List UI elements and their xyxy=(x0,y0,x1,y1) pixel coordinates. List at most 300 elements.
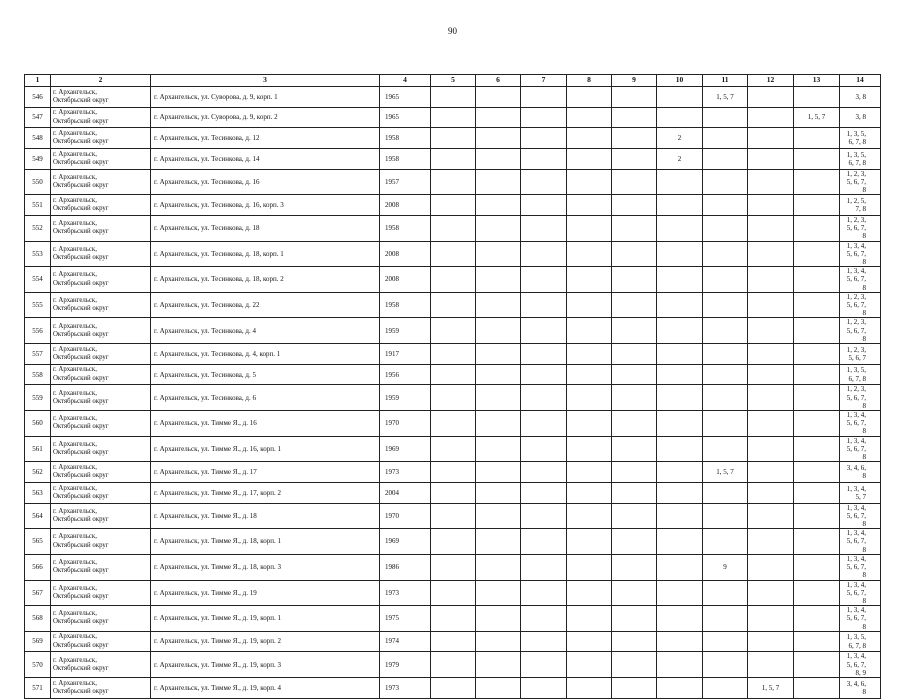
cell-n: 557 xyxy=(25,344,51,365)
cell-year: 1986 xyxy=(380,554,431,580)
table-row xyxy=(25,385,881,411)
cell-c5 xyxy=(431,216,476,242)
cell-year: 1957 xyxy=(380,169,431,195)
cell-c5 xyxy=(431,292,476,318)
cell-c9 xyxy=(612,652,657,678)
cell-c11 xyxy=(703,241,748,267)
table-row xyxy=(25,482,881,503)
location-city: г. Архангельск, xyxy=(53,484,97,492)
cell-c11 xyxy=(703,149,748,170)
cell-c8 xyxy=(567,241,612,267)
cell-c12 xyxy=(748,411,794,437)
column-header-8: 8 xyxy=(567,75,612,87)
cell-addr: г. Архангельск, ул. Тесинкова, д. 12 xyxy=(151,128,380,149)
cell-c10 xyxy=(657,344,703,365)
cell-year: 1973 xyxy=(380,462,431,483)
cell-c13 xyxy=(794,149,840,170)
cell-c9 xyxy=(612,364,657,385)
location-city: г. Архангельск, xyxy=(53,296,97,304)
cell-c14: 3, 8 xyxy=(840,107,881,128)
cell-c5 xyxy=(431,107,476,128)
cell-c9 xyxy=(612,149,657,170)
cell-year: 1970 xyxy=(380,411,431,437)
location-district: Октябрьский округ xyxy=(53,592,109,600)
cell-n: 552 xyxy=(25,216,51,242)
column-header-6: 6 xyxy=(476,75,521,87)
cell-c9 xyxy=(612,292,657,318)
cell-c6 xyxy=(476,503,521,529)
cell-c5 xyxy=(431,241,476,267)
cell-c9 xyxy=(612,195,657,216)
table-row xyxy=(25,195,881,216)
cell-c5 xyxy=(431,436,476,462)
cell-c6 xyxy=(476,606,521,632)
cell-c12 xyxy=(748,318,794,344)
cell-c6 xyxy=(476,580,521,606)
cell-c12 xyxy=(748,241,794,267)
cell-c10 xyxy=(657,87,703,108)
cell-c10 xyxy=(657,318,703,344)
cell-c10 xyxy=(657,436,703,462)
cell-location xyxy=(51,195,151,216)
cell-c10 xyxy=(657,241,703,267)
cell-c9 xyxy=(612,411,657,437)
cell-c13 xyxy=(794,292,840,318)
cell-c14: 3, 8 xyxy=(840,87,881,108)
cell-c10 xyxy=(657,529,703,555)
cell-c5 xyxy=(431,606,476,632)
cell-c7 xyxy=(521,436,567,462)
cell-c6 xyxy=(476,344,521,365)
cell-c5 xyxy=(431,529,476,555)
cell-c11 xyxy=(703,436,748,462)
cell-c5 xyxy=(431,195,476,216)
cell-c13 xyxy=(794,216,840,242)
cell-c11 xyxy=(703,344,748,365)
cell-c10 xyxy=(657,364,703,385)
cell-c11 xyxy=(703,606,748,632)
cell-c12 xyxy=(748,580,794,606)
cell-addr: г. Архангельск, ул. Тесинкова, д. 18, корп. 2 xyxy=(151,267,380,293)
cell-addr: г. Архангельск, ул. Тесинкова, д. 6 xyxy=(151,385,380,411)
cell-c8 xyxy=(567,267,612,293)
table-row xyxy=(25,554,881,580)
cell-c7 xyxy=(521,529,567,555)
cell-c7 xyxy=(521,107,567,128)
cell-n: 564 xyxy=(25,503,51,529)
cell-c13 xyxy=(794,318,840,344)
cell-c8 xyxy=(567,529,612,555)
cell-c6 xyxy=(476,364,521,385)
cell-year: 1974 xyxy=(380,631,431,652)
location-city: г. Архангельск, xyxy=(53,271,97,279)
cell-year: 1973 xyxy=(380,580,431,606)
cell-c7 xyxy=(521,87,567,108)
cell-year: 1958 xyxy=(380,216,431,242)
cell-c11 xyxy=(703,678,748,699)
cell-c11 xyxy=(703,411,748,437)
cell-c9 xyxy=(612,678,657,699)
cell-c9 xyxy=(612,554,657,580)
table-row xyxy=(25,107,881,128)
cell-location xyxy=(51,385,151,411)
cell-n: 554 xyxy=(25,267,51,293)
column-header-11: 11 xyxy=(703,75,748,87)
cell-location xyxy=(51,149,151,170)
cell-c11 xyxy=(703,631,748,652)
cell-c6 xyxy=(476,318,521,344)
location-city: г. Архангельск, xyxy=(53,633,97,641)
cell-c8 xyxy=(567,411,612,437)
cell-c7 xyxy=(521,503,567,529)
cell-c6 xyxy=(476,554,521,580)
table-row xyxy=(25,128,881,149)
cell-c9 xyxy=(612,482,657,503)
location-city: г. Архангельск, xyxy=(53,345,97,353)
cell-c6 xyxy=(476,149,521,170)
cell-c9 xyxy=(612,344,657,365)
cell-location xyxy=(51,216,151,242)
cell-c6 xyxy=(476,462,521,483)
cell-c12 xyxy=(748,554,794,580)
cell-location xyxy=(51,318,151,344)
cell-c8 xyxy=(567,149,612,170)
cell-c12 xyxy=(748,107,794,128)
cell-addr: г. Архангельск, ул. Тимме Я., д. 16, корп. 1 xyxy=(151,436,380,462)
cell-c8 xyxy=(567,503,612,529)
cell-year: 1969 xyxy=(380,436,431,462)
cell-location xyxy=(51,364,151,385)
cell-location xyxy=(51,652,151,678)
cell-c11 xyxy=(703,318,748,344)
cell-c7 xyxy=(521,482,567,503)
cell-addr: г. Архангельск, ул. Тимме Я., д. 19, корп. 1 xyxy=(151,606,380,632)
table-row xyxy=(25,216,881,242)
location-district: Октябрьский округ xyxy=(53,448,109,456)
cell-location xyxy=(51,436,151,462)
location-city: г. Архангельск, xyxy=(53,440,97,448)
table-row xyxy=(25,364,881,385)
cell-c7 xyxy=(521,652,567,678)
cell-addr: г. Архангельск, ул. Тимме Я., д. 18, корп. 1 xyxy=(151,529,380,555)
cell-n: 556 xyxy=(25,318,51,344)
cell-c14: 1, 2, 3, 5, 6, 7, 8 xyxy=(840,292,881,318)
cell-n: 560 xyxy=(25,411,51,437)
cell-c12 xyxy=(748,364,794,385)
cell-c10 xyxy=(657,606,703,632)
cell-c7 xyxy=(521,678,567,699)
cell-addr: г. Архангельск, ул. Суворова, д. 9, корп. 2 xyxy=(151,107,380,128)
location-city: г. Архангельск, xyxy=(53,130,97,138)
cell-c8 xyxy=(567,216,612,242)
location-city: г. Архангельск, xyxy=(53,507,97,515)
cell-c9 xyxy=(612,631,657,652)
column-header-7: 7 xyxy=(521,75,567,87)
cell-addr: г. Архангельск, ул. Тимме Я., д. 17 xyxy=(151,462,380,483)
cell-c12 xyxy=(748,87,794,108)
cell-c10: 2 xyxy=(657,149,703,170)
cell-addr: г. Архангельск, ул. Тесинкова, д. 16, корп. 3 xyxy=(151,195,380,216)
cell-c11: 1, 5, 7 xyxy=(703,462,748,483)
cell-c9 xyxy=(612,580,657,606)
cell-c7 xyxy=(521,344,567,365)
cell-c12 xyxy=(748,169,794,195)
cell-n: 550 xyxy=(25,169,51,195)
cell-c14: 1, 3, 4, 5, 6, 7, 8 xyxy=(840,529,881,555)
table-row xyxy=(25,267,881,293)
cell-c11: 1, 5, 7 xyxy=(703,87,748,108)
cell-c12 xyxy=(748,149,794,170)
cell-location xyxy=(51,554,151,580)
cell-c5 xyxy=(431,580,476,606)
location-district: Октябрьский округ xyxy=(53,138,109,146)
cell-location xyxy=(51,128,151,149)
cell-c6 xyxy=(476,385,521,411)
cell-year: 1958 xyxy=(380,292,431,318)
table-row xyxy=(25,318,881,344)
cell-c12 xyxy=(748,529,794,555)
cell-c14: 1, 3, 4, 5, 7 xyxy=(840,482,881,503)
cell-year: 1959 xyxy=(380,385,431,411)
cell-n: 549 xyxy=(25,149,51,170)
table-row xyxy=(25,580,881,606)
table-row xyxy=(25,678,881,699)
location-district: Октябрьский округ xyxy=(53,567,109,575)
cell-c8 xyxy=(567,606,612,632)
cell-c5 xyxy=(431,149,476,170)
cell-c5 xyxy=(431,267,476,293)
cell-c6 xyxy=(476,128,521,149)
column-header-2: 2 xyxy=(51,75,151,87)
column-header-13: 13 xyxy=(794,75,840,87)
cell-c12 xyxy=(748,267,794,293)
cell-year: 1975 xyxy=(380,606,431,632)
cell-c10 xyxy=(657,482,703,503)
cell-addr: г. Архангельск, ул. Тесинкова, д. 18, корп. 1 xyxy=(151,241,380,267)
table-row xyxy=(25,292,881,318)
cell-c6 xyxy=(476,631,521,652)
cell-n: 553 xyxy=(25,241,51,267)
cell-c10: 2 xyxy=(657,128,703,149)
cell-c8 xyxy=(567,364,612,385)
cell-n: 570 xyxy=(25,652,51,678)
cell-c10 xyxy=(657,678,703,699)
cell-c10 xyxy=(657,216,703,242)
cell-addr: г. Архангельск, ул. Тимме Я., д. 19 xyxy=(151,580,380,606)
location-district: Октябрьский округ xyxy=(53,182,109,190)
cell-c13 xyxy=(794,128,840,149)
table-row xyxy=(25,169,881,195)
cell-c6 xyxy=(476,107,521,128)
cell-c6 xyxy=(476,216,521,242)
cell-c6 xyxy=(476,678,521,699)
cell-addr: г. Архангельск, ул. Тесинкова, д. 22 xyxy=(151,292,380,318)
location-city: г. Архангельск, xyxy=(53,197,97,204)
cell-c8 xyxy=(567,554,612,580)
location-district: Октябрьский округ xyxy=(53,397,109,405)
cell-c5 xyxy=(431,652,476,678)
cell-location xyxy=(51,631,151,652)
cell-location xyxy=(51,411,151,437)
cell-c13 xyxy=(794,580,840,606)
location-district: Октябрьский округ xyxy=(53,687,109,695)
cell-year: 1958 xyxy=(380,149,431,170)
cell-n: 568 xyxy=(25,606,51,632)
cell-addr: г. Архангельск, ул. Тесинкова, д. 14 xyxy=(151,149,380,170)
location-district: Октябрьский округ xyxy=(53,618,109,626)
cell-addr: г. Архангельск, ул. Тесинкова, д. 4 xyxy=(151,318,380,344)
cell-c9 xyxy=(612,462,657,483)
table-row xyxy=(25,241,881,267)
column-header-4: 4 xyxy=(380,75,431,87)
cell-addr: г. Архангельск, ул. Тимме Я., д. 18 xyxy=(151,503,380,529)
cell-c8 xyxy=(567,292,612,318)
cell-c11 xyxy=(703,292,748,318)
location-district: Октябрьский округ xyxy=(53,353,109,361)
cell-n: 569 xyxy=(25,631,51,652)
cell-c14: 1, 3, 5, 6, 7, 8 xyxy=(840,128,881,149)
cell-n: 561 xyxy=(25,436,51,462)
location-city: г. Архангельск, xyxy=(53,322,97,330)
cell-c6 xyxy=(476,436,521,462)
location-district: Октябрьский округ xyxy=(53,117,109,125)
cell-location xyxy=(51,503,151,529)
cell-c11 xyxy=(703,169,748,195)
cell-c11 xyxy=(703,364,748,385)
cell-addr: г. Архангельск, ул. Тимме Я., д. 17, корп. 2 xyxy=(151,482,380,503)
location-city: г. Архангельск, xyxy=(53,584,97,592)
cell-c12 xyxy=(748,631,794,652)
cell-c12 xyxy=(748,128,794,149)
cell-c10 xyxy=(657,195,703,216)
cell-c10 xyxy=(657,652,703,678)
cell-location xyxy=(51,267,151,293)
cell-c9 xyxy=(612,606,657,632)
cell-location xyxy=(51,107,151,128)
cell-c11 xyxy=(703,267,748,293)
cell-c6 xyxy=(476,241,521,267)
cell-c12 xyxy=(748,292,794,318)
cell-c6 xyxy=(476,267,521,293)
cell-addr: г. Архангельск, ул. Тимме Я., д. 16 xyxy=(151,411,380,437)
cell-c5 xyxy=(431,364,476,385)
cell-c14: 1, 2, 3, 5, 6, 7, 8 xyxy=(840,216,881,242)
cell-c13 xyxy=(794,529,840,555)
location-district: Октябрьский округ xyxy=(53,330,109,338)
cell-c12 xyxy=(748,462,794,483)
cell-c9 xyxy=(612,529,657,555)
cell-n: 567 xyxy=(25,580,51,606)
column-header-3: 3 xyxy=(151,75,380,87)
column-header-12: 12 xyxy=(748,75,794,87)
header-row xyxy=(25,75,881,87)
cell-c11 xyxy=(703,128,748,149)
cell-c7 xyxy=(521,606,567,632)
location-district: Октябрьский округ xyxy=(53,641,109,649)
table-row xyxy=(25,462,881,483)
housing-table xyxy=(24,74,881,699)
cell-year: 1959 xyxy=(380,318,431,344)
cell-n: 571 xyxy=(25,678,51,699)
location-district: Октябрьский округ xyxy=(53,423,109,431)
cell-c8 xyxy=(567,169,612,195)
cell-c11 xyxy=(703,216,748,242)
location-city: г. Архангельск, xyxy=(53,533,97,541)
cell-year: 1973 xyxy=(380,678,431,699)
cell-c13 xyxy=(794,554,840,580)
cell-c13 xyxy=(794,195,840,216)
cell-c6 xyxy=(476,87,521,108)
cell-c8 xyxy=(567,195,612,216)
location-district: Октябрьский округ xyxy=(53,472,109,480)
cell-c12 xyxy=(748,606,794,632)
cell-c14: 1, 3, 5, 6, 7, 8 xyxy=(840,631,881,652)
cell-n: 565 xyxy=(25,529,51,555)
cell-addr: г. Архангельск, ул. Тесинкова, д. 18 xyxy=(151,216,380,242)
cell-c8 xyxy=(567,318,612,344)
cell-n: 559 xyxy=(25,385,51,411)
cell-c14: 1, 3, 5, 6, 7, 8 xyxy=(840,364,881,385)
cell-c13 xyxy=(794,631,840,652)
location-city: г. Архангельск, xyxy=(53,558,97,566)
location-district: Октябрьский округ xyxy=(53,541,109,549)
cell-location xyxy=(51,344,151,365)
cell-addr: г. Архангельск, ул. Тесинкова, д. 4, корп. 1 xyxy=(151,344,380,365)
cell-c13: 1, 5, 7 xyxy=(794,107,840,128)
cell-c6 xyxy=(476,195,521,216)
cell-c10 xyxy=(657,267,703,293)
cell-year: 2008 xyxy=(380,267,431,293)
cell-c7 xyxy=(521,195,567,216)
location-district: Октябрьский округ xyxy=(53,228,109,236)
cell-c9 xyxy=(612,267,657,293)
cell-c8 xyxy=(567,436,612,462)
location-city: г. Архангельск, xyxy=(53,656,97,664)
cell-year: 1965 xyxy=(380,107,431,128)
cell-c5 xyxy=(431,678,476,699)
cell-c5 xyxy=(431,128,476,149)
cell-c9 xyxy=(612,169,657,195)
cell-c13 xyxy=(794,87,840,108)
cell-c12 xyxy=(748,503,794,529)
cell-c13 xyxy=(794,385,840,411)
column-header-5: 5 xyxy=(431,75,476,87)
table-row xyxy=(25,87,881,108)
cell-c7 xyxy=(521,149,567,170)
cell-c6 xyxy=(476,652,521,678)
cell-c10 xyxy=(657,385,703,411)
location-city: г. Архангельск, xyxy=(53,679,97,687)
cell-c7 xyxy=(521,292,567,318)
cell-c5 xyxy=(431,411,476,437)
cell-addr: г. Архангельск, ул. Тимме Я., д. 19, корп. 4 xyxy=(151,678,380,699)
cell-c9 xyxy=(612,385,657,411)
cell-c7 xyxy=(521,385,567,411)
cell-c14: 1, 3, 4, 5, 6, 7, 8 xyxy=(840,241,881,267)
location-district: Октябрьский округ xyxy=(53,279,109,287)
cell-c14: 1, 2, 3, 5, 6, 7, 8 xyxy=(840,318,881,344)
cell-c12 xyxy=(748,436,794,462)
location-city: г. Архангельск, xyxy=(53,366,97,374)
cell-c5 xyxy=(431,318,476,344)
cell-addr: г. Архангельск, ул. Тимме Я., д. 19, корп. 2 xyxy=(151,631,380,652)
cell-year: 2004 xyxy=(380,482,431,503)
cell-c13 xyxy=(794,652,840,678)
cell-c14: 1, 3, 4, 5, 6, 7, 8 xyxy=(840,267,881,293)
cell-c7 xyxy=(521,267,567,293)
cell-location xyxy=(51,241,151,267)
cell-c7 xyxy=(521,364,567,385)
